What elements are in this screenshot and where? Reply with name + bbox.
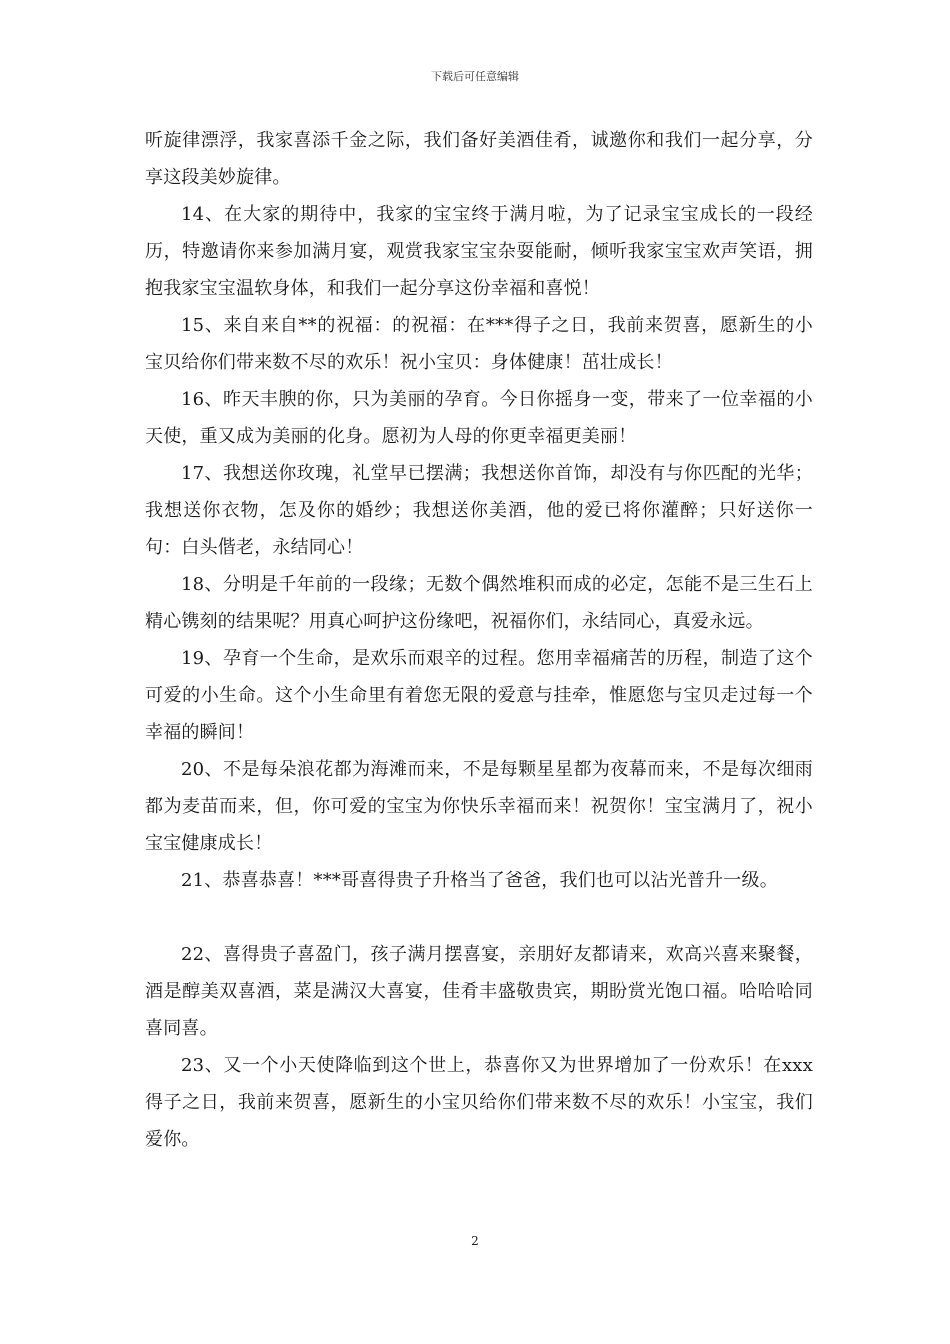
paragraph-19: 19、孕育一个生命，是欢乐而艰辛的过程。您用幸福痛苦的历程，制造了这个可爱的小生命。这个小生命里有着您无限的爱意与挂牵，惟愿您与宝贝走过每一个幸福的瞬间！ — [145, 648, 813, 743]
paragraph-22: 22、喜得贵子喜盈门，孩子满月摆喜宴，亲朋好友都请来，欢高兴喜来聚餐，酒是醇美双喜酒，菜是满汉大喜宴，佳肴丰盛敬贵宾，期盼赏光饱口福。哈哈哈同喜同喜。 — [145, 944, 813, 1039]
page-header: 下载后可任意编辑 — [431, 70, 519, 83]
paragraph-17: 17、我想送你玫瑰，礼堂早已摆满；我想送你首饰，却没有与你匹配的光华；我想送你衣物，怎及你的婚纱；我想送你美酒，他的爱已将你灌醉；只好送你一句：白头偕老，永结同心！ — [145, 463, 813, 558]
paragraph-18: 18、分明是千年前的一段缘；无数个偶然堆积而成的必定，怎能不是三生石上精心镌刻的结果呢？用真心呵护这份缘吧，祝福你们，永结同心，真爱永远。 — [145, 574, 813, 632]
paragraph-23: 23、又一个小天使降临到这个世上，恭喜你又为世界增加了一份欢乐！在xxx得子之日，我前来贺喜，愿新生的小宝贝给你们带来数不尽的欢乐！小宝宝，我们爱你。 — [145, 1055, 813, 1150]
paragraph-20: 20、不是每朵浪花都为海滩而来，不是每颗星星都为夜幕而来，不是每次细雨都为麦苗而来，但，你可爱的宝宝为你快乐幸福而来！祝贺你！宝宝满月了，祝小宝宝健康成长！ — [145, 759, 813, 854]
paragraph-21: 21、恭喜恭喜！***哥喜得贵子升格当了爸爸，我们也可以沾光普升一级。 — [181, 870, 778, 891]
page-number: 2 — [471, 1234, 479, 1248]
paragraph-16: 16、昨天丰腴的你，只为美丽的孕育。今日你摇身一变，带来了一位幸福的小天使，重又成为美丽的化身。愿初为人母的你更幸福更美丽！ — [145, 389, 813, 447]
paragraph-15: 15、来自来自**的祝福：的祝福：在***得子之日，我前来贺喜，愿新生的小宝贝给你们带来数不尽的欢乐！祝小宝贝：身体健康！茁壮成长！ — [145, 315, 813, 373]
document-body — [145, 122, 813, 1158]
paragraph-14: 14、在大家的期待中，我家的宝宝终于满月啦，为了记录宝宝成长的一段经历，特邀请你来参加满月宴，观赏我家宝宝杂耍能耐，倾听我家宝宝欢声笑语，拥抱我家宝宝温软身体，和我们一起分享这份幸福和喜悦！ — [145, 204, 813, 299]
paragraph-continuation: 听旋律漂浮，我家喜添千金之际，我们备好美酒佳肴，诚邀你和我们一起分享，分享这段美妙旋律。 — [145, 130, 813, 188]
